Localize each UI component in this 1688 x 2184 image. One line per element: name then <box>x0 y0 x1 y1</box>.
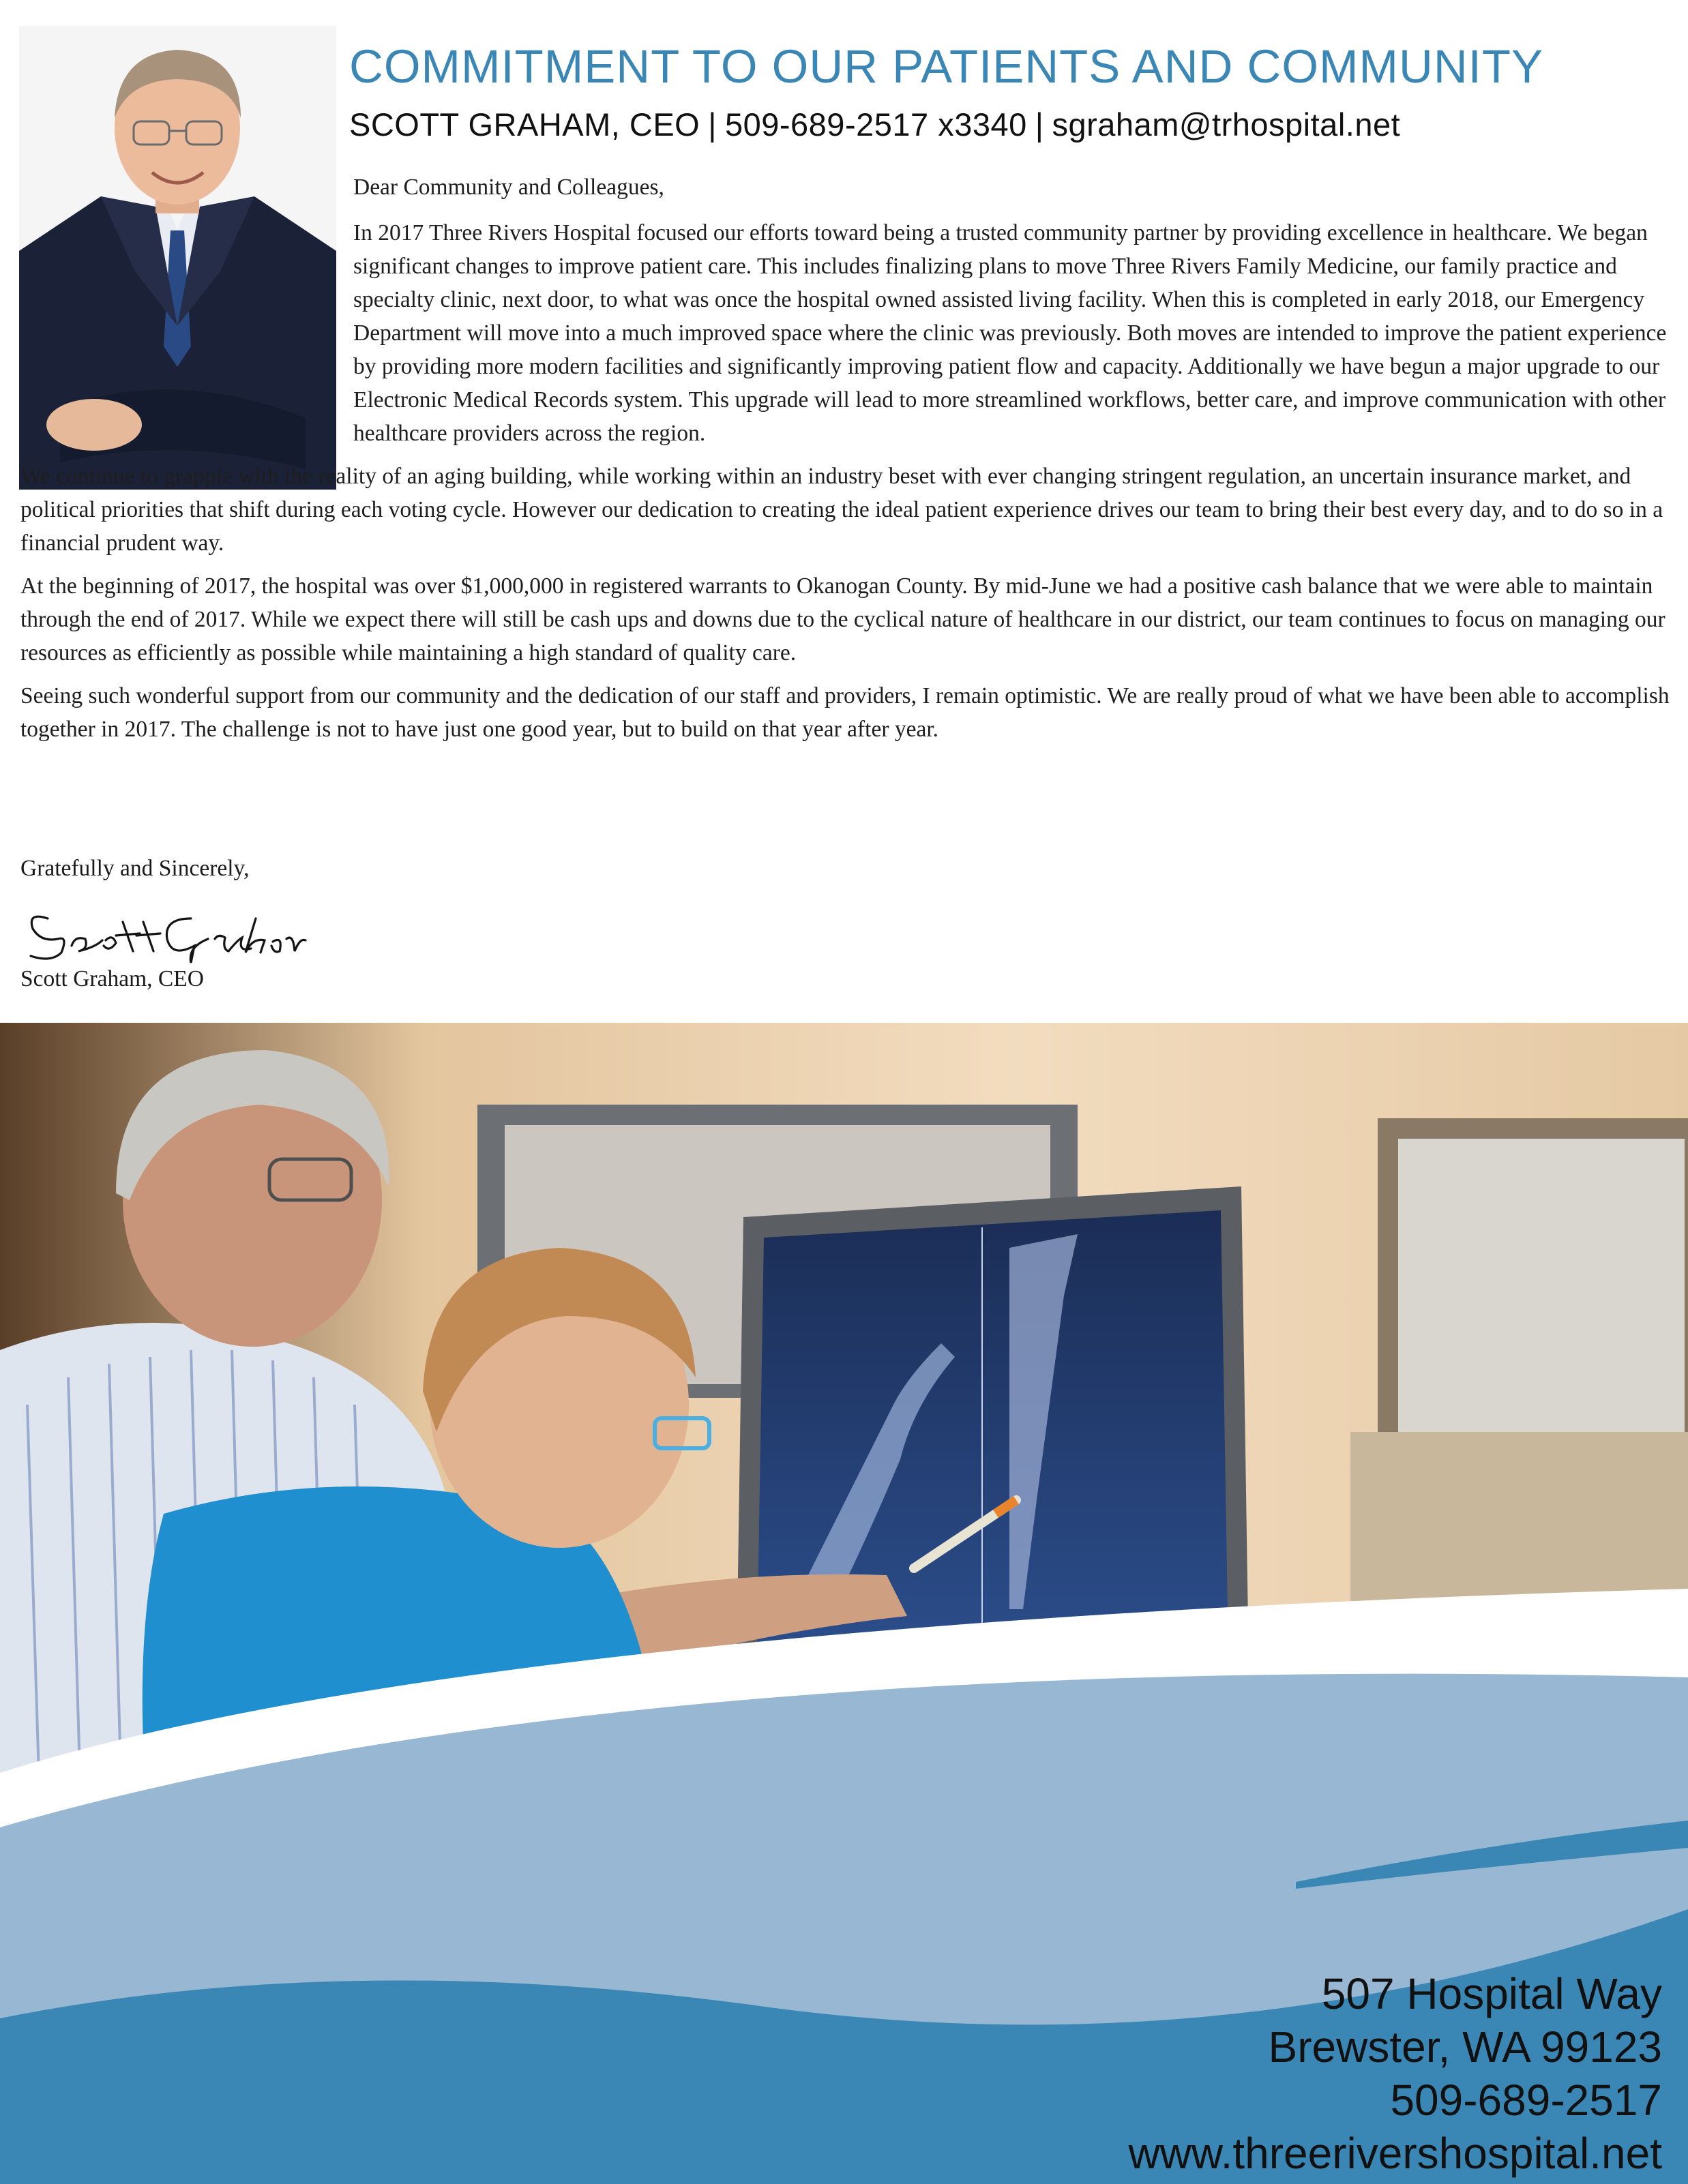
separator: | <box>1035 106 1044 143</box>
ceo-phone: 509-689-2517 x3340 <box>724 106 1027 143</box>
letter-paragraph: Seeing such wonderful support from our community and the dedication of our staff and providers, I remain optimistic. We are really proud of what we have been able to accomplish together in 2017. The challenge is not to have just one good year, but to build on that year after year. <box>20 683 1670 742</box>
separator: | <box>708 106 717 143</box>
letter-body <box>20 170 1671 756</box>
letter-paragraph: At the beginning of 2017, the hospital was over $1,000,000 in registered warrants to Okanogan County. By mid-June we had a positive cash balance that we were able to maintain through the end of 2017. While we expect there will still be cash ups and downs due to the cyclical nature of healthcare in our district, our team continues to focus on managing our resources as efficiently as possible while maintaining a high standard of quality care. <box>20 573 1665 665</box>
footer-city: Brewster, WA 99123 <box>1268 2022 1662 2071</box>
salutation: Dear Community and Colleagues, <box>353 175 664 200</box>
ceo-name-title: SCOTT GRAHAM, CEO <box>349 106 700 143</box>
footer-address <box>1128 1967 1662 2180</box>
footer-street: 507 Hospital Way <box>1321 1969 1662 2018</box>
ceo-email[interactable]: sgraham@trhospital.net <box>1052 106 1401 143</box>
closing: Gratefully and Sincerely, <box>20 856 250 881</box>
letter-paragraph: In 2017 Three Rivers Hospital focused our efforts toward being a trusted community partner by providing excellence in healthcare. We began significant changes to improve patient care. This includes finalizing plans to move Three Rivers Family Medicine, our family practice and specialty clinic, next door, to what was once the hospital owned assisted living facility. When this is completed in early 2018, our Emergency Department will move into a much improved space where the clinic was previously. Both moves are intended to improve the patient experience by providing more modern facilities and significantly improving patient flow and capacity. Additionally we have begun a major upgrade to our Electronic Medical Records system. This upgrade will lead to more streamlined workflows, better care, and improve communication with other healthcare providers across the region. <box>353 220 1667 446</box>
page-title: COMMITMENT TO OUR PATIENTS AND COMMUNITY <box>349 40 1543 93</box>
footer-website-link[interactable]: www.threerivershospital.net <box>1128 2129 1662 2178</box>
contact-line <box>349 106 1400 143</box>
footer-phone: 509-689-2517 <box>1390 2076 1662 2125</box>
letter-paragraph: We continue to grapple with the reality of an aging building, while working within an industry beset with ever changing stringent regulation, an uncertain insurance market, and political priorities that shift during each voting cycle. However our dedication to creating the ideal patient experience drives our team to bring their best every day, and to do so in a financial prudent way. <box>20 464 1663 556</box>
handwritten-signature <box>20 898 307 966</box>
signature-block <box>20 856 307 992</box>
signoff-name: Scott Graham, CEO <box>20 966 204 991</box>
